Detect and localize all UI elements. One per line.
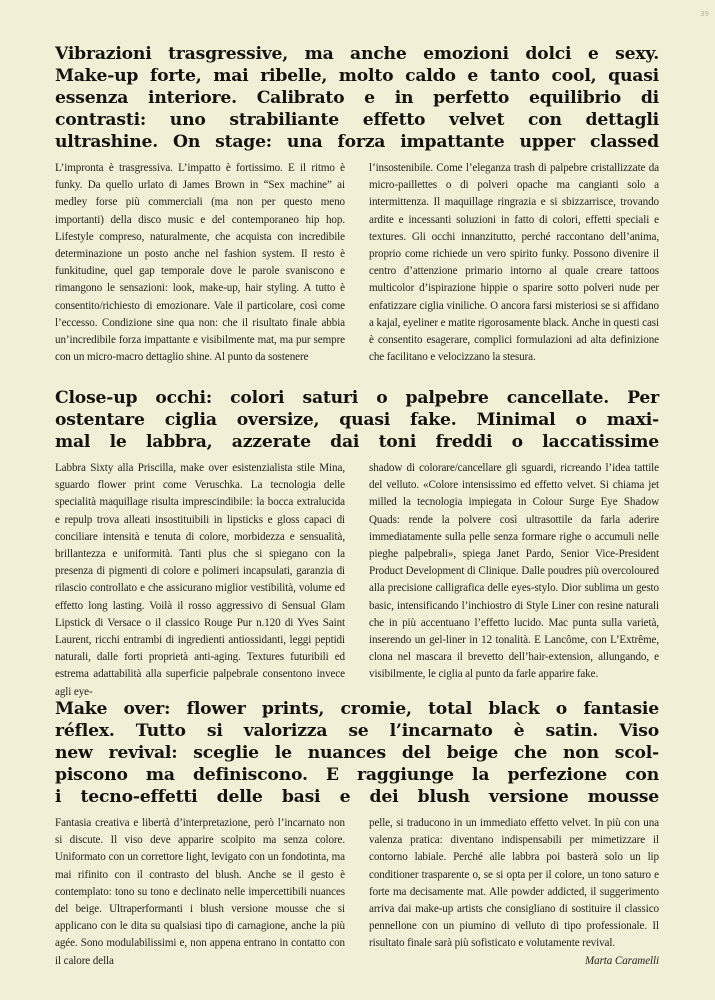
headline-line: new revival: sceglie le nuances del beige che non scol- (55, 743, 659, 763)
section-3-headline (55, 698, 659, 808)
headline-line: essenza interiore. Calibrato e in perfetto equilibrio di (55, 88, 659, 108)
body-paragraph (369, 815, 659, 967)
section-2-columns (55, 460, 659, 701)
section-3-columns (55, 815, 659, 970)
headline-line: Make-up forte, mai ribelle, molto caldo e tanto cool, quasi (55, 66, 659, 86)
right-column (369, 815, 659, 970)
left-column (55, 160, 345, 366)
headline-line: i tecno-effetti delle basi e dei blush versione mousse (55, 787, 659, 807)
headline-line: ostentare ciglia oversize, quasi fake. Minimal o maxi- (55, 410, 659, 430)
headline-line: Close-up occhi: colori saturi o palpebre cancellate. Per (55, 388, 659, 408)
body-paragraph: Fantasia creativa e libertà d’interpretazione, però l’incarnato non si discute. Il viso deve apparire scolpito ma senza colore. Uniformato con un correttore light, levigato con un fondotinta, ma mai rifinito con il contrasto del blush. Anche se il gesto è contemplato: tono su tono e declinato nelle impercettibili nuances del beige. Ultraperformanti i blush versione mousse che si applicano con le dita su qualsiasi tipo di carnagione, anche la più agée. Sono modulabilissimi e, non appena entrano in contatto con il calore della (55, 817, 345, 967)
headline-line: Make over: flower prints, cromie, total black o fantasie (55, 699, 659, 719)
author-signature: Marta Caramelli (584, 954, 659, 967)
left-column (55, 460, 345, 701)
page-number: 39 (700, 10, 709, 18)
headline-line: piscono ma definiscono. E raggiunge la perfezione con (55, 765, 659, 785)
headline-line: contrasti: uno strabiliante effetto velvet con dettagli (55, 110, 659, 130)
section-2-headline (55, 387, 659, 453)
headline-line: ultrashine. On stage: una forza impattante upper classed (55, 132, 659, 152)
section-1-headline (55, 43, 659, 153)
headline-line: réflex. Tutto si valorizza se l’incarnato è satin. Viso (55, 721, 659, 741)
body-paragraph: L’impronta è trasgressiva. L’impatto è fortissimo. E il ritmo è funky. Da quello urlato di James Brown in “Sex machine” ai medley forse più commerciali (ma non per questo meno importanti) della disco music e del contemporaneo hip hop. Lifestyle compreso, naturalmente, che acquista con incredibile determinazione un posto anche nel fashion system. Il resto è funkitudine, quel gap temporale dove le parole svaniscono e rimangono le sensazioni: look, make-up, hair styling. A tutto è consentito/richiesto di emozionare. Vale il particolare, così come l’eccesso. Condizione sine qua non: che il risultato finale abbia un’incredibile forza impattante e visibilmente mat, ma pur sempre con un micro-macro dettaglio shine. Al punto da sostenere (55, 162, 345, 364)
headline-line: mal le labbra, azzerate dai toni freddi o laccatissime (55, 432, 659, 452)
body-paragraph: shadow di colorare/cancellare gli sguardi, ricreando l’idea tattile del velluto. «Colore intensissimo ed effetto velvet. Si chiama jet milled la tecnologia impiegata in Colour Surge Eye Shadow Quads: rende la polvere così ultrasottile da farla aderire immediatamente sulla pelle senza formare righe o accumuli nelle pieghe palpebrali», spiega Janet Pardo, Senior Vice-President Product Development di Clinique. Dalle poudres più overcoloured alla precisione calligrafica delle eyes-stylo. Dior sublima un gesto basic, intensificando l’inchiostro di Style Liner con resine naturali che in più accentuano l’effetto lucido. Mac punta sulla varietà, inserendo un gel-liner in 12 tonalità. E Lancôme, con L’Extrême, clona nel mascara il brevetto dell’hair-extension, allungando, e visibilmente, le ciglia al punto da farle apparire fake. (369, 462, 659, 681)
article-section-3 (55, 698, 659, 970)
body-paragraph: Labbra Sixty alla Priscilla, make over esistenzialista stile Mina, sguardo flower print come Veruschka. La tecnologia delle specialità maquillage risulta imprescindibile: la bocca extralucida e repulp trova alleati insostituibili in lipsticks e gloss capaci di conciliare intensità e tenuta di colore, morbidezza e sensualità, brillantezza e uniformità. Tanti plus che si spiegano con la presenza di pigmenti di colore e polimeri incapsulati, garanzia di rilascio controllato e che assicurano miglior vestibilità, volume ed effetto long lasting. Voilà il rosso aggressivo di Sensual Glam Lipstick di Versace o il classico Rouge Pur n.120 di Yves Saint Laurent, ricchi entrambi di ingredienti antiossidanti, leggi peptidi naturali, dalle forti proprietà anti-aging. Textures futuribili ed estrema adattabilità alla superficie palpebrale consentono invece agli eye- (55, 462, 345, 698)
right-column (369, 460, 659, 701)
article-section-1 (55, 43, 659, 366)
body-text: pelle, si traducono in un immediato effetto velvet. In più con una valenza pratica: diventano indispensabili per mimetizzare il contorno labiale. Perché alle labbra poi basterà solo un lip conditioner trasparente o, se si opta per il colore, un tono saturo e forte ma decisamente mat. Alle powder addicted, il suggerimento arriva dai make-up artists che consigliano di sostituire il classico pennellone con un piumino di velluto di tipo professionale. Il risultato finale sarà più sofisticato e volutamente revival. (369, 817, 659, 950)
left-column (55, 815, 345, 970)
body-paragraph: l’insostenibile. Come l’eleganza trash di palpebre cristallizzate da micro-paillettes o di polveri opache ma cangianti solo a intermittenza. Il maquillage ringrazia e si sbizzarrisce, trovando ardite e incessanti soluzioni in fatto di colori, effetti speciali e textures. Gli occhi innanzitutto, perché raccontano dell’anima, proprio come richiede un vero spirito funky. Possono divenire il centro d’attenzione primario intorno al quale creare tattoos multicolor d’ispirazione hippie o sparire sotto polveri nude per enfatizzare ciglia viniliche. O ancora farsi misteriosi se si affidano a kajal, eyeliner e matite rigorosamente black. Anche in questi casi è consentito esagerare, complici formulazioni ad alta definizione che facilitano e velocizzano la stesura. (369, 162, 659, 364)
article-section-2 (55, 387, 659, 701)
headline-line: Vibrazioni trasgressive, ma anche emozioni dolci e sexy. (55, 44, 659, 64)
right-column (369, 160, 659, 366)
section-1-columns (55, 160, 659, 366)
